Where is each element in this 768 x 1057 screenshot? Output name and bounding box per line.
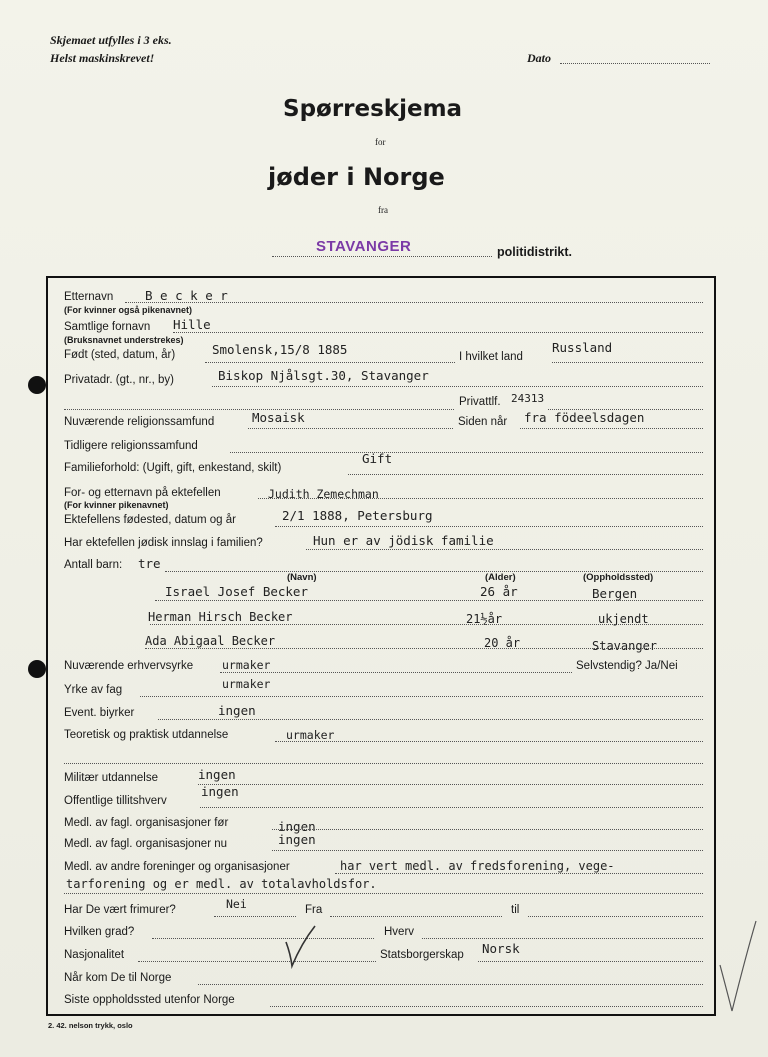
tidligere-line <box>230 452 703 453</box>
fagl-for-value[interactable]: ingen <box>278 819 316 834</box>
nasjonalitet-line <box>138 961 376 962</box>
hverv-line <box>422 938 703 939</box>
selvstendig-label: Selvstendig? Ja/Nei <box>576 660 678 672</box>
col-opphold: (Oppholdssted) <box>583 572 654 583</box>
child-1-age[interactable]: 26 år <box>480 584 518 599</box>
fra-line <box>330 916 502 917</box>
district-label: politidistrikt. <box>497 245 572 259</box>
fornavn-line <box>173 332 703 333</box>
title-fra: fra <box>378 205 388 215</box>
ektefelle-sub: (For kvinner pikenavnet) <box>64 500 169 510</box>
barn-value[interactable]: tre <box>138 556 161 571</box>
privatadr-value[interactable]: Biskop Njålsgt.30, Stavanger <box>218 368 429 383</box>
frimurer-value[interactable]: Nei <box>226 897 247 911</box>
kom-line <box>198 984 703 985</box>
erverv-value[interactable]: urmaker <box>222 658 271 672</box>
ektefelle-value[interactable]: Judith Zemechman <box>268 487 379 501</box>
land-label: I hvilket land <box>459 351 523 363</box>
yrke-value[interactable]: urmaker <box>222 677 271 691</box>
militar-line <box>198 784 703 785</box>
fodt-value[interactable]: Smolensk,15/8 1885 <box>212 342 348 357</box>
frimurer-line <box>214 916 296 917</box>
erverv-label: Nuværende erhvervsyrke <box>64 660 194 672</box>
til-line <box>528 916 703 917</box>
title-for: for <box>375 137 386 147</box>
barn-label: Antall barn: <box>64 559 123 571</box>
yrke-line <box>140 696 703 697</box>
familie-line <box>348 474 703 475</box>
utdannelse-line <box>275 741 703 742</box>
tillit-value[interactable]: ingen <box>201 784 239 799</box>
innslag-line <box>306 549 703 550</box>
grad-label: Hvilken grad? <box>64 926 135 938</box>
ektefodt-value[interactable]: 2/1 1888, Petersburg <box>282 508 433 523</box>
religion-line <box>248 428 453 429</box>
fornavn-value[interactable]: Hille <box>173 317 211 332</box>
yrke-label: Yrke av fag <box>64 684 123 696</box>
statsborger-label: Statsborgerskap <box>380 949 464 961</box>
child-1-name[interactable]: Israel Josef Becker <box>165 584 308 599</box>
nasjonalitet-label: Nasjonalitet <box>64 949 125 961</box>
utdannelse-line-2 <box>64 763 703 764</box>
militar-label: Militær utdannelse <box>64 772 158 784</box>
religion-value[interactable]: Mosaisk <box>252 410 305 425</box>
col-alder: (Alder) <box>485 572 516 583</box>
privatadr-line <box>212 386 703 387</box>
hverv-label: Hverv <box>384 926 415 938</box>
til-label: til <box>511 904 520 916</box>
ektefodt-label: Ektefellens fødested, datum og år <box>64 514 236 526</box>
biyrker-label: Event. biyrker <box>64 707 135 719</box>
ektefelle-label: For- og etternavn på ektefellen <box>64 487 221 499</box>
tillit-line <box>200 807 703 808</box>
kom-label: Når kom De til Norge <box>64 972 172 984</box>
utdannelse-value[interactable]: urmaker <box>286 728 335 742</box>
land-value[interactable]: Russland <box>552 340 613 355</box>
fornavn-label: Samtlige fornavn <box>64 321 151 333</box>
date-field[interactable] <box>560 63 710 64</box>
etternavn-label: Etternavn <box>64 291 114 303</box>
fagl-for-line <box>272 829 703 830</box>
utdannelse-label: Teoretisk og praktisk utdannelse <box>64 729 229 741</box>
fornavn-sub: (Bruksnavnet understrekes) <box>64 335 184 345</box>
fagl-nu-value[interactable]: ingen <box>278 832 316 847</box>
andre-label: Medl. av andre foreninger og organisasjoner <box>64 861 290 873</box>
child-3-age[interactable]: 20 år <box>484 636 521 650</box>
siden-line <box>520 428 703 429</box>
statsborger-line <box>478 961 703 962</box>
privatadr-label: Privatadr. (gt., nr., by) <box>64 374 174 386</box>
grad-line <box>152 938 374 939</box>
andre-value-1[interactable]: har vert medl. av fredsforening, vege- <box>340 859 615 873</box>
ektefodt-line <box>275 526 703 527</box>
andre-line-1 <box>335 873 703 874</box>
siden-label: Siden når <box>458 416 508 428</box>
tillit-label: Offentlige tillitshverv <box>64 795 167 807</box>
fagl-for-label: Medl. av fagl. organisasjoner før <box>64 817 229 829</box>
siste-line <box>270 1006 703 1007</box>
printer-credit: 2. 42. nelson trykk, oslo <box>48 1021 133 1030</box>
land-line <box>552 362 703 363</box>
checkmark-icon <box>282 924 318 970</box>
fagl-nu-label: Medl. av fagl. organisasjoner nu <box>64 838 228 850</box>
biyrker-value[interactable]: ingen <box>218 703 256 718</box>
col-navn: (Navn) <box>287 572 317 583</box>
district-stamp: STAVANGER <box>316 238 412 255</box>
form-title: Spørreskjema <box>283 96 463 122</box>
religion-label: Nuværende religionssamfund <box>64 416 215 428</box>
child-2-place[interactable]: ukjendt <box>598 612 649 626</box>
punch-hole-bottom <box>28 660 46 678</box>
child-2-age[interactable]: 21½år <box>466 612 503 626</box>
fra-label: Fra <box>305 904 323 916</box>
fodt-line <box>205 362 455 363</box>
etternavn-value[interactable]: B e c k e r <box>145 288 228 303</box>
siden-value[interactable]: fra födeelsdagen <box>524 410 645 425</box>
date-label: Dato <box>527 51 551 65</box>
punch-hole-top <box>28 376 46 394</box>
etternavn-sub: (For kvinner også pikenavnet) <box>64 305 193 315</box>
form-subtitle: jøder i Norge <box>268 163 445 191</box>
child-2-name[interactable]: Herman Hirsch Becker <box>148 610 293 624</box>
child-1-place[interactable]: Bergen <box>592 586 638 601</box>
instruction-note-2: Helst maskinskrevet! <box>50 51 155 65</box>
andre-value-2[interactable]: tarforening og er medl. av totalavholdsfor. <box>66 877 377 891</box>
child-3-place[interactable]: Stavanger <box>592 639 658 653</box>
militar-value[interactable]: ingen <box>198 767 236 782</box>
biyrker-line <box>158 719 703 720</box>
innslag-value[interactable]: Hun er av jödisk familie <box>313 533 494 548</box>
familie-label: Familieforhold: (Ugift, gift, enkestand, skilt) <box>64 462 282 474</box>
privattlf-value[interactable]: 24313 <box>511 392 545 405</box>
fagl-nu-line <box>272 850 703 851</box>
instruction-note-1: Skjemaet utfylles i 3 eks. <box>50 33 172 47</box>
innslag-label: Har ektefellen jødisk innslag i familien? <box>64 537 263 549</box>
siste-label: Siste oppholdssted utenfor Norge <box>64 994 235 1006</box>
andre-line-2 <box>64 893 703 894</box>
privattlf-label: Privattlf. <box>459 396 501 408</box>
erverv-line <box>220 672 572 673</box>
district-field-line <box>272 256 492 257</box>
fodt-label: Født (sted, datum, år) <box>64 349 176 361</box>
statsborger-value[interactable]: Norsk <box>482 941 520 956</box>
tidligere-label: Tidligere religionssamfund <box>64 440 198 452</box>
child-3-name[interactable]: Ada Abigaal Becker <box>145 634 276 648</box>
frimurer-label: Har De vært frimurer? <box>64 904 176 916</box>
familie-value[interactable]: Gift <box>362 451 393 466</box>
margin-checkmark-icon <box>712 915 762 1015</box>
